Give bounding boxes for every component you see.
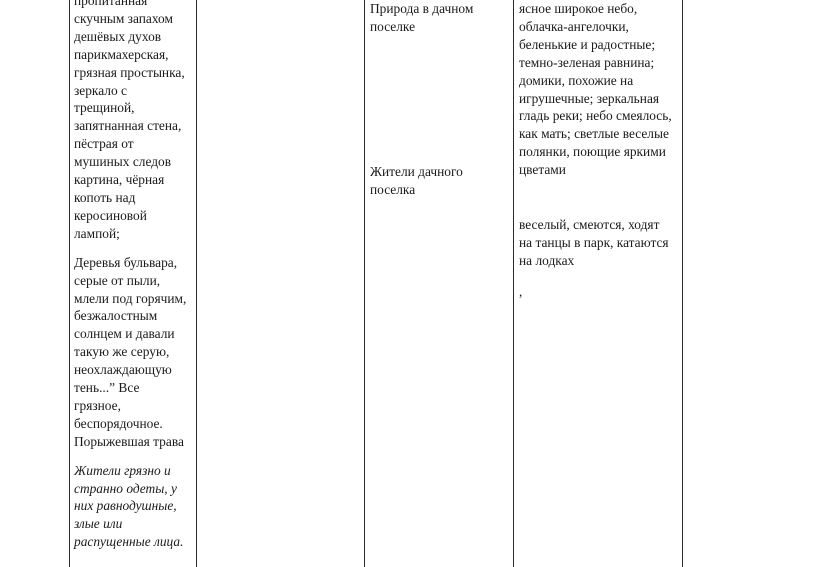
cell-categories xyxy=(370,0,510,199)
category-nature: Природа в дачном поселке xyxy=(370,1,474,34)
city-interior-text: пропитанная скучным запахом дешёвых духов парикмахерская, грязная простынка, зеркало с трещиной, запятнанная стена, пёстрая от мушиных следов картина, чёрная копоть над керосиновой лампой; xyxy=(74,0,185,241)
boulevard-text: Деревья бульвара, серые от пыли, млели под горячим, безжалостным солнцем и давали такую же серую, неохлаждающую тень...” Все грязное, беспорядочное. Порыжевшая трава xyxy=(74,254,187,449)
city-residents-text: Жители грязно и странно одеты, у них равнодушные, злые или распущенные лица. xyxy=(74,462,184,550)
category-residents: Жители дачного поселка xyxy=(370,163,463,197)
trailing-comma: , xyxy=(519,283,523,299)
cell-city-description xyxy=(74,0,196,551)
dacha-residents-text: веселый, смеются, ходят на танцы в парк, катаются на лодках xyxy=(519,217,669,268)
table-border-2 xyxy=(196,0,197,567)
table-border-4 xyxy=(513,0,514,567)
table-border-1 xyxy=(69,0,70,567)
table-border-3 xyxy=(364,0,365,567)
table-border-5 xyxy=(682,0,683,567)
dacha-nature-text: ясное широкое небо, облачка-ангелочки, беленькие и радостные; темно-зеленая равнина; домики, похожие на игрушечные; зеркальная гладь реки; небо смеялось, как мать; светлые веселые полянки, поющие яркими цветами xyxy=(519,1,672,178)
cell-dacha-description xyxy=(519,0,681,301)
